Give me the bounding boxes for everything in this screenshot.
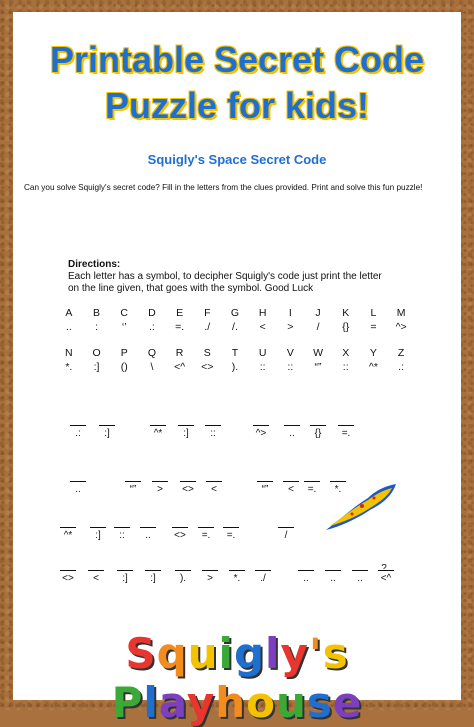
puzzle-blank[interactable]: [323, 570, 343, 584]
key-symbol: ./: [204, 321, 211, 333]
puzzle-blank[interactable]: [203, 425, 223, 439]
key-letter: B: [93, 307, 101, 319]
puzzle-symbol: ..: [289, 428, 295, 439]
key-letter: X: [342, 347, 350, 359]
puzzle-blank[interactable]: [58, 570, 78, 584]
comet-icon: [322, 478, 402, 538]
puzzle-blank[interactable]: [253, 570, 273, 584]
puzzle-symbol: ^*: [153, 428, 163, 439]
brand-letter: e: [332, 678, 363, 727]
brand-letter: s: [322, 629, 349, 678]
puzzle-symbol: *.: [233, 573, 241, 584]
puzzle-blank[interactable]: [138, 527, 158, 541]
puzzle-blank[interactable]: [115, 570, 135, 584]
puzzle-symbol: :]: [150, 573, 156, 584]
puzzle-symbol: “”: [129, 484, 137, 495]
puzzle-blank[interactable]: [150, 481, 170, 495]
puzzle-blank[interactable]: [58, 527, 78, 541]
directions-heading: Directions:: [68, 259, 121, 270]
key-symbol: .:: [148, 321, 155, 333]
puzzle-blank[interactable]: [143, 570, 163, 584]
puzzle-blank[interactable]: [251, 425, 271, 439]
puzzle-blank[interactable]: [97, 425, 117, 439]
key-letter: O: [92, 347, 101, 359]
puzzle-blank[interactable]: [86, 570, 106, 584]
key-symbol: =.: [175, 321, 185, 333]
key-letter: K: [342, 307, 350, 319]
puzzle-symbol: ::: [119, 530, 125, 541]
puzzle-symbol: {}: [314, 428, 322, 439]
puzzle-symbol: <: [93, 573, 99, 584]
puzzle-symbol: *.: [334, 484, 342, 495]
key-letter: H: [258, 307, 267, 319]
key-symbol: ..: [65, 321, 72, 333]
key-symbol: /.: [232, 321, 238, 333]
puzzle-blank[interactable]: [350, 570, 370, 584]
brand-letter: a: [158, 678, 187, 727]
key-letter: M: [396, 307, 406, 319]
puzzle-symbol: <: [288, 484, 294, 495]
puzzle-blank[interactable]: [123, 481, 143, 495]
key-row1-symbols: [55, 321, 415, 333]
brand-letter: y: [280, 629, 309, 678]
brand-letter: ': [308, 629, 323, 678]
puzzle-blank[interactable]: [68, 425, 88, 439]
puzzle-blank[interactable]: [255, 481, 275, 495]
key-row2-letters: [55, 347, 415, 359]
puzzle-blank[interactable]: [173, 570, 193, 584]
puzzle-symbol: /: [284, 530, 288, 541]
puzzle-blank[interactable]: [204, 481, 224, 495]
key-letter: V: [286, 347, 294, 359]
brand-letter: S: [125, 629, 157, 678]
puzzle-symbol: :]: [95, 530, 101, 541]
key-symbol: {}: [342, 321, 350, 333]
puzzle-symbol: ).: [179, 573, 187, 584]
puzzle-symbol: ..: [330, 573, 336, 584]
brand-letter: y: [186, 678, 216, 727]
key-letter: G: [230, 307, 240, 319]
puzzle-blank[interactable]: [227, 570, 247, 584]
puzzle-symbol: :]: [183, 428, 189, 439]
key-letter: D: [148, 307, 156, 319]
puzzle-blank[interactable]: [296, 570, 316, 584]
puzzle-symbol: =.: [341, 428, 351, 439]
key-letter: J: [315, 307, 321, 319]
key-letter: Z: [397, 347, 405, 359]
key-symbol: \: [150, 361, 154, 373]
key-letter: T: [231, 347, 239, 359]
brand-letter: l: [143, 678, 159, 727]
key-symbol: ::: [342, 361, 349, 373]
puzzle-blank[interactable]: [148, 425, 168, 439]
puzzle-blank[interactable]: [336, 425, 356, 439]
key-symbol: <^: [174, 361, 186, 373]
question-mark: ?: [381, 563, 387, 574]
puzzle-blank[interactable]: [282, 425, 302, 439]
puzzle-symbol: ..: [357, 573, 363, 584]
key-letter: S: [203, 347, 211, 359]
puzzle-symbol: ..: [303, 573, 309, 584]
puzzle-symbol: =.: [307, 484, 317, 495]
key-symbol: .:: [398, 361, 405, 373]
page-title-line1: Printable Secret Code: [49, 39, 425, 80]
brand-letter: P: [111, 678, 144, 727]
puzzle-blank[interactable]: [276, 527, 296, 541]
key-symbol: ).: [231, 361, 239, 373]
squiglys-playhouse-logo: [0, 629, 474, 727]
key-letter: I: [288, 307, 292, 319]
key-symbol: *.: [65, 361, 73, 373]
brand-letter: l: [265, 629, 281, 678]
brand-letter: i: [218, 629, 234, 678]
puzzle-symbol: ./: [260, 573, 266, 584]
puzzle-blank[interactable]: [308, 425, 328, 439]
brand-letter: s: [306, 678, 333, 727]
key-symbol: /: [316, 321, 320, 333]
puzzle-blank[interactable]: [178, 481, 198, 495]
key-letter: E: [176, 307, 184, 319]
puzzle-symbol: >: [207, 573, 213, 584]
puzzle-blank[interactable]: [88, 527, 108, 541]
key-row2-symbols: [55, 361, 415, 373]
brand-letter: u: [276, 678, 307, 727]
puzzle-symbol: ..: [75, 484, 81, 495]
key-symbol: ‘’: [121, 321, 127, 333]
key-symbol: >: [287, 321, 294, 333]
key-letter: Y: [369, 347, 377, 359]
puzzle-blank[interactable]: [200, 570, 220, 584]
brand-letter: q: [156, 629, 188, 678]
puzzle-symbol: “”: [261, 484, 269, 495]
puzzle-symbol: =.: [201, 530, 211, 541]
puzzle-blank[interactable]: [176, 425, 196, 439]
puzzle-symbol: :]: [104, 428, 110, 439]
puzzle-symbol: <>: [182, 484, 194, 495]
brand-letter: o: [246, 678, 276, 727]
puzzle-blank[interactable]: [112, 527, 132, 541]
puzzle-blank[interactable]: [281, 481, 301, 495]
puzzle-symbol: <>: [174, 530, 186, 541]
directions-line2: on the line given, that goes with the symbol. Good Luck: [68, 283, 314, 294]
puzzle-symbol: ^>: [255, 428, 267, 439]
key-symbol: ::: [287, 361, 294, 373]
puzzle-symbol: :]: [122, 573, 128, 584]
key-letter: F: [204, 307, 211, 319]
puzzle-blank[interactable]: [196, 527, 216, 541]
puzzle-symbol: <: [211, 484, 217, 495]
puzzle-symbol: .:: [75, 428, 81, 439]
puzzle-symbol: ::: [210, 428, 216, 439]
directions-block: [68, 259, 382, 295]
key-symbol: :]: [93, 361, 100, 373]
key-row1-letters: [55, 307, 415, 319]
key-symbol: “”: [314, 361, 322, 373]
key-symbol: ^*: [368, 361, 378, 373]
key-letter: U: [258, 347, 267, 359]
puzzle-symbol: ..: [145, 530, 151, 541]
puzzle-blank[interactable]: [68, 481, 88, 495]
key-letter: W: [313, 347, 323, 359]
intro-text: Can you solve Squigly's secret code? Fill in the letters from the clues provided. Print and solve this fun puzzle!: [24, 183, 423, 192]
puzzle-blank[interactable]: [170, 527, 190, 541]
key-symbol: :: [95, 321, 98, 333]
key-letter: L: [370, 307, 377, 319]
puzzle-symbol: =.: [226, 530, 236, 541]
directions-line1: Each letter has a symbol, to decipher Squigly's code just print the letter: [68, 271, 382, 282]
puzzle-symbol: >: [157, 484, 163, 495]
key-letter: C: [120, 307, 129, 319]
puzzle-blank[interactable]: [221, 527, 241, 541]
puzzle-symbol: <^: [380, 573, 392, 584]
brand-letter: u: [187, 629, 219, 678]
key-letter: R: [175, 347, 184, 359]
key-letter: Q: [147, 347, 156, 359]
brand-letter: g: [233, 629, 266, 678]
page-title-line2: Puzzle for kids!: [104, 85, 370, 126]
key-letter: P: [120, 347, 128, 359]
puzzle-blank[interactable]: [302, 481, 322, 495]
puzzle-symbol: <>: [62, 573, 74, 584]
puzzle-subtitle: Squigly's Space Secret Code: [147, 152, 327, 167]
key-symbol: =: [370, 321, 377, 333]
key-letter: N: [65, 347, 73, 359]
key-symbol: (): [120, 361, 128, 373]
key-symbol: <>: [201, 361, 214, 373]
key-symbol: <: [259, 321, 266, 333]
key-symbol: ::: [259, 361, 266, 373]
brand-letter: h: [215, 678, 247, 727]
key-symbol: ^>: [395, 321, 407, 333]
puzzle-symbol: ^*: [63, 530, 73, 541]
key-letter: A: [65, 307, 73, 319]
